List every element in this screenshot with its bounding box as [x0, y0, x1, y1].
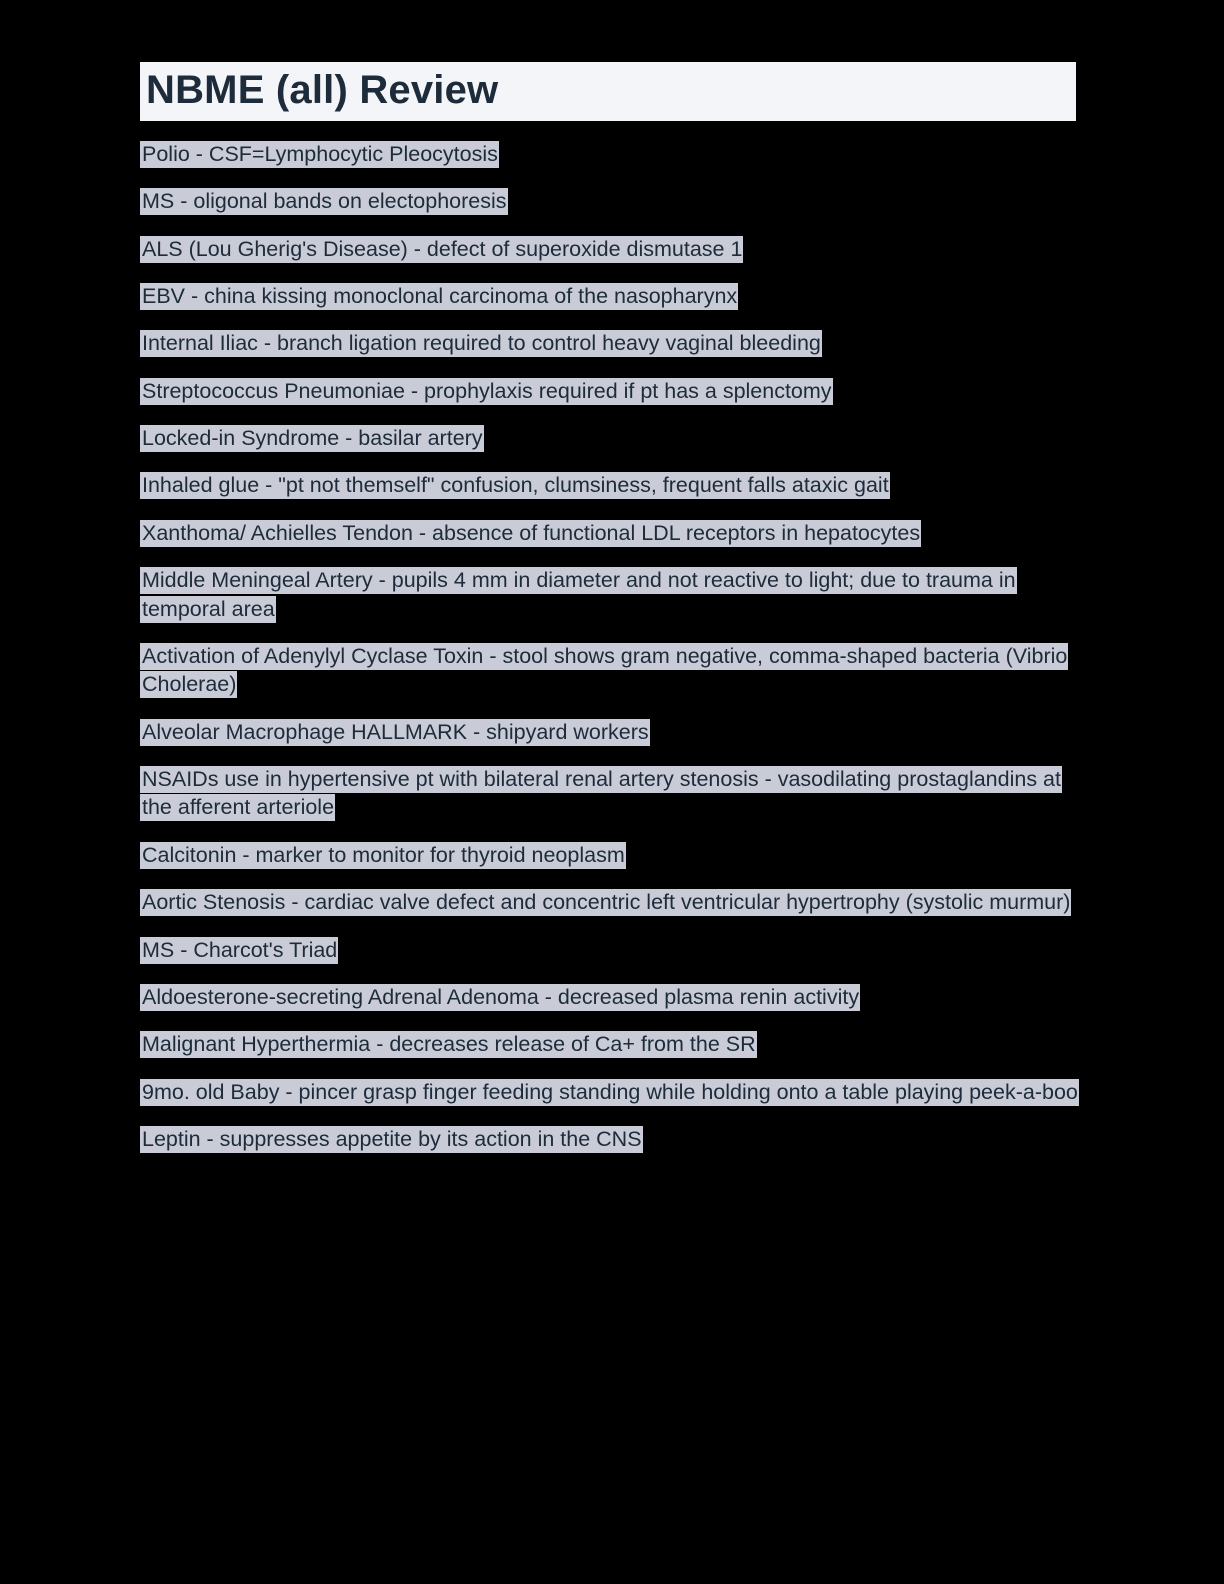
list-item — [140, 424, 1080, 452]
list-item — [140, 282, 1080, 310]
list-item — [140, 377, 1080, 405]
list-item — [140, 841, 1080, 869]
list-item-text: 9mo. old Baby - pincer grasp finger feeding standing while holding onto a table playing peek-a-boo — [142, 1079, 1078, 1104]
list-item — [140, 888, 1080, 916]
list-item-text: MS - Charcot's Triad — [142, 937, 338, 962]
list-item-text: MS - oligonal bands on electophoresis — [142, 189, 507, 214]
list-item-text: Polio - CSF=Lymphocytic Pleocytosis — [142, 141, 498, 166]
list-item — [140, 235, 1080, 263]
list-item-text: Malignant Hyperthermia - decreases release of Ca+ from the SR — [142, 1032, 756, 1057]
list-item — [140, 471, 1080, 499]
list-item — [140, 1078, 1080, 1106]
list-item-text: EBV - china kissing monoclonal carcinoma of the nasopharynx — [142, 283, 738, 308]
list-item — [140, 566, 1080, 623]
list-item-text: Internal Iliac - branch ligation required to control heavy vaginal bleeding — [142, 331, 821, 356]
list-item-text: Streptococcus Pneumoniae - prophylaxis required if pt has a splenctomy — [142, 378, 832, 403]
document-title-band — [140, 62, 1076, 121]
list-item-text: Middle Meningeal Artery - pupils 4 mm in diameter and not reactive to light; due to trauma in temporal area — [142, 568, 1016, 621]
list-item — [140, 1030, 1080, 1058]
list-item — [140, 642, 1080, 699]
list-item-text: NSAIDs use in hypertensive pt with bilateral renal artery stenosis - vasodilating prostaglandins at the afferent arteriole — [142, 767, 1061, 820]
page-title: NBME (all) Review — [142, 62, 506, 121]
list-item — [140, 983, 1080, 1011]
list-item-text: Inhaled glue - "pt not themself" confusion, clumsiness, frequent falls ataxic gait — [142, 473, 889, 498]
list-item-text: Calcitonin - marker to monitor for thyroid neoplasm — [142, 842, 625, 867]
list-item — [140, 1125, 1080, 1153]
list-item — [140, 140, 1080, 168]
list-item — [140, 187, 1080, 215]
list-item — [140, 765, 1080, 822]
list-item — [140, 329, 1080, 357]
list-item-text: Leptin - suppresses appetite by its action in the CNS — [142, 1127, 642, 1152]
list-item-text: Activation of Adenylyl Cyclase Toxin - stool shows gram negative, comma-shaped bacteria (Vibrio Cholerae) — [142, 643, 1068, 697]
list-item-text: Alveolar Macrophage HALLMARK - shipyard workers — [142, 719, 649, 744]
list-item-text: Aortic Stenosis - cardiac valve defect and concentric left ventricular hypertrophy (systolic murmur) — [142, 890, 1071, 915]
list-item-text: Aldoesterone-secreting Adrenal Adenoma - decreased plasma renin activity — [142, 984, 860, 1009]
list-item — [140, 519, 1080, 547]
list-item — [140, 718, 1080, 746]
list-item-text: Xanthoma/ Achielles Tendon - absence of functional LDL receptors in hepatocytes — [142, 520, 921, 545]
document-content — [140, 62, 1080, 1153]
list-item — [140, 936, 1080, 964]
list-item-text: ALS (Lou Gherig's Disease) - defect of superoxide dismutase 1 — [142, 236, 743, 261]
list-item-text: Locked-in Syndrome - basilar artery — [142, 426, 483, 451]
